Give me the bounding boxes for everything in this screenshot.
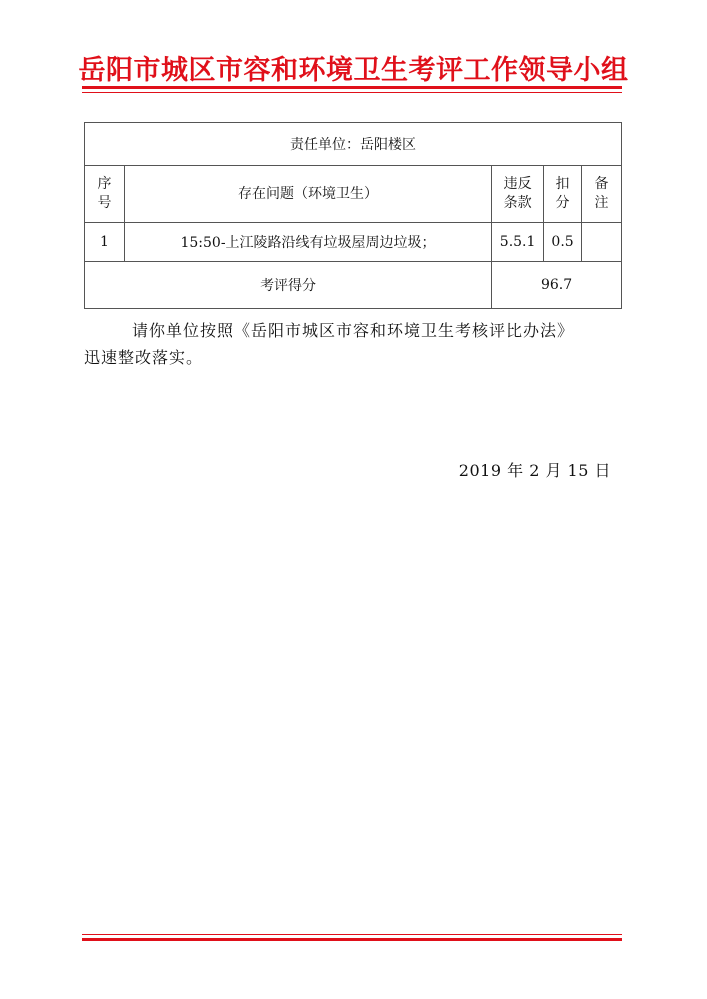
footer-rule-thin [82, 934, 622, 935]
score-label: 考评得分 [85, 262, 492, 309]
header-rule-thick [82, 86, 622, 89]
responsible-unit: 责任单位：岳阳楼区 [85, 123, 622, 166]
notice-text [84, 317, 624, 371]
score-row [85, 262, 622, 309]
row-issue: 15:50-上江陵路沿线有垃圾屋周边垃圾； [124, 223, 491, 262]
notice-line-2: 迅速整改落实。 [84, 348, 204, 367]
row-deduct: 0.5 [544, 223, 582, 262]
header-row [85, 166, 622, 223]
notice-line-1: 请你单位按照《岳阳市城区市容和环境卫生考核评比办法》 [132, 321, 575, 340]
row-seq: 1 [85, 223, 125, 262]
footer-rule-thick [82, 938, 622, 941]
header-rule-thin [82, 92, 622, 93]
col-seq-header: 序 号 [85, 166, 125, 223]
row-clause: 5.5.1 [492, 223, 544, 262]
col-issue-header: 存在问题（环境卫生） [124, 166, 491, 223]
col-deduct-header: 扣 分 [544, 166, 582, 223]
col-remark-header: 备 注 [582, 166, 622, 223]
score-value: 96.7 [492, 262, 622, 309]
unit-row [85, 123, 622, 166]
issue-date: 2019 年 2 月 15 日 [458, 461, 611, 480]
evaluation-table [84, 122, 622, 309]
row-remark [582, 223, 622, 262]
col-clause-header: 违反 条款 [492, 166, 544, 223]
header-title: 岳阳市城区市容和环境卫生考评工作领导小组 [78, 55, 629, 86]
table-row [85, 223, 622, 262]
